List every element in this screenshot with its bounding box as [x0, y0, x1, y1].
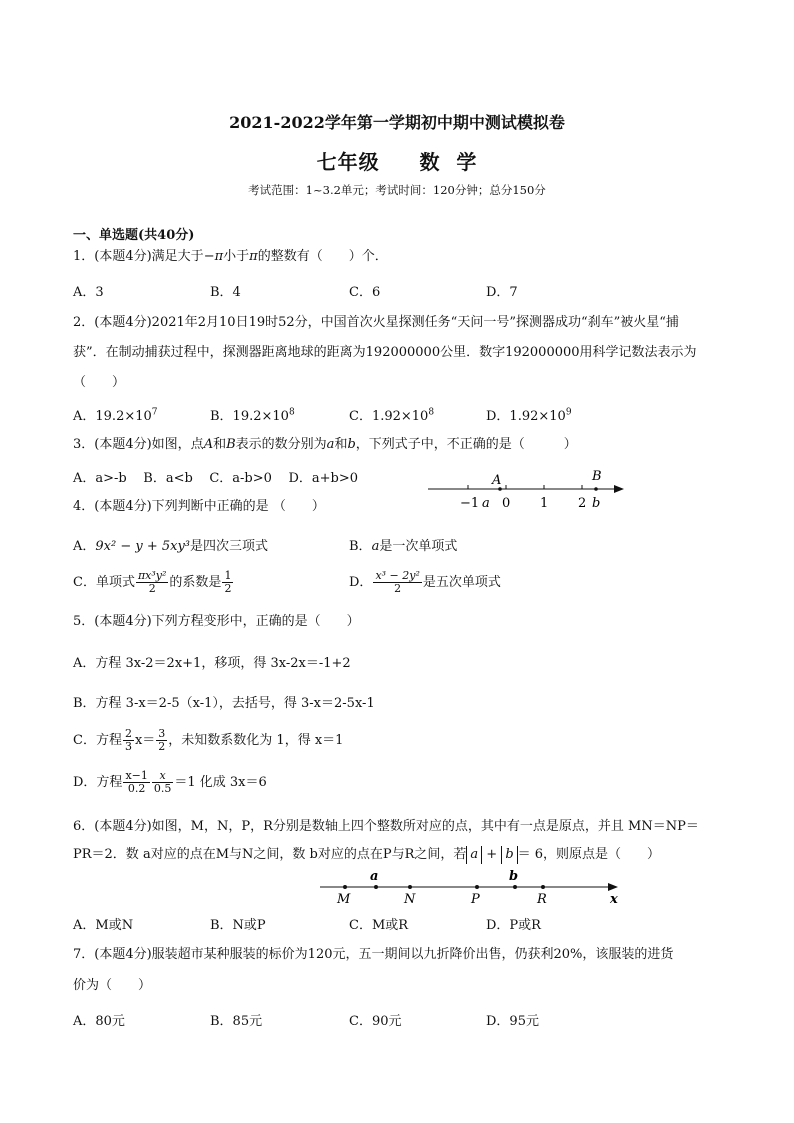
- label-x: x: [610, 892, 618, 907]
- point-b: b: [509, 869, 519, 884]
- q2-option-b: B．$19.2\times 10^8$: [210, 407, 295, 424]
- q7-option-a: A．80元: [73, 1014, 125, 1029]
- q3-number-line: [420, 462, 630, 512]
- q2-line-3: （ ）: [73, 375, 126, 390]
- q1-mid: 小于: [223, 249, 250, 264]
- q2-option-d: D．$1.92\times 10^9$: [486, 407, 572, 424]
- q4-stem: 4．(本题4分)下列判断中正确的是 （ ）: [73, 499, 325, 514]
- q7-option-c: C．90元: [349, 1014, 402, 1029]
- q2-line-2: 获”．在制动捕获过程中，探测器距离地球的距离为192000000公里．数字192000000用科学记数法表示为: [73, 345, 697, 360]
- q4-option-d: D． $\frac{\text{x³ − 2y²}}{2}$ 是五次单项式: [349, 569, 501, 595]
- exam-title: 2021-2022学年第一学期初中期中测试模拟卷: [229, 113, 565, 132]
- label-P: P: [471, 892, 480, 907]
- tick-label-b: b: [592, 496, 601, 511]
- q1-option-c: C．6: [349, 285, 381, 300]
- q1-option-d: D．7: [486, 285, 518, 300]
- q2-line-1: 2．(本题4分)2021年2月10日19时52分，中国首次火星探测任务“天问一号”探测器成功“刹车”被火星“捕: [73, 315, 679, 330]
- label-R: R: [537, 892, 547, 907]
- q6-number-line: [310, 866, 630, 908]
- q1-prefix: 1．(本题4分)满足大于: [73, 249, 204, 264]
- q3-option-c: C．a-b>0: [209, 471, 272, 486]
- arrow-icon: [608, 883, 618, 891]
- q1-option-b: B．4: [210, 285, 241, 300]
- q4-option-b: B．a是一次单项式: [349, 539, 458, 554]
- q3-option-d: D．a+b>0: [288, 471, 359, 486]
- question-3: 3．(本题4分)如图，点A和B表示的数分别为a和b，下列式子中，不正确的是（ ）: [73, 437, 577, 452]
- q6-option-b: B．N或P: [210, 918, 266, 933]
- point-A: A: [492, 473, 502, 488]
- point-a: a: [370, 869, 379, 884]
- q2-option-a: A．$19.2\times 10^7$: [73, 407, 158, 424]
- q5-option-a: A．方程 3x-2＝2x+1，移项，得 3x-2x＝-1+2: [73, 656, 351, 671]
- q7-option-d: D．95元: [486, 1014, 539, 1029]
- q3-option-a: A．a>-b: [73, 471, 127, 486]
- exam-subject: 七年级 数 学: [316, 150, 478, 174]
- point-B: B: [592, 469, 602, 484]
- q7-option-b: B．85元: [210, 1014, 263, 1029]
- q7-line-1: 7．(本题4分)服装超市某种服装的标价为120元，五一期间以九折降价出售，仍获利20%，该服装的进货: [73, 947, 674, 962]
- tick-label-2: 2: [578, 496, 587, 511]
- arrow-icon: [614, 485, 624, 493]
- q4-option-a: A．9x² − y + 5xy³是四次三项式: [73, 539, 269, 554]
- section-title: 一、单选题(共40分): [73, 228, 195, 243]
- label-N: N: [404, 892, 416, 907]
- q2-option-c: C．$1.92\times 10^8$: [349, 407, 435, 424]
- tick-label-a: a: [482, 496, 490, 511]
- q6-option-c: C．M或R: [349, 918, 409, 933]
- tick-label-neg1: −1: [460, 496, 480, 511]
- question-1: 1．(本题4分)满足大于−π小于π的整数有（ ）个．: [73, 249, 388, 264]
- tick-label-1: 1: [540, 496, 549, 511]
- tick-label-0: 0: [502, 496, 511, 511]
- q5-stem: 5．(本题4分)下列方程变形中，正确的是（ ）: [73, 614, 360, 629]
- q3-option-b: B．a<b: [143, 471, 193, 486]
- q5-option-d: D．方程 $\frac{x-1}{0.2}$ $\frac{x}{0.5}$ ＝1 化成 3x＝6: [73, 769, 267, 795]
- q4-option-c: C．单项式 $\frac{\text{πx³y²}}{2}$ 的系数是 $\frac{1}{2}$: [73, 569, 232, 595]
- q3-options: [73, 467, 358, 486]
- q6-line-2: PR＝2．数 a对应的点在M与N之间，数 b对应的点在P与R之间，若 a + b ＝ 6，则原点是（ ）: [73, 847, 661, 862]
- q6-line-1: 6．(本题4分)如图，M，N，P，R分别是数轴上四个整数所对应的点，其中有一点是原点，并且 MN＝NP＝: [73, 819, 699, 834]
- q1-option-a: A．3: [73, 285, 104, 300]
- q1-suffix: 的整数有（ ）个．: [257, 249, 388, 264]
- q5-option-b: B．方程 3-x＝2-5（x-1），去括号，得 3-x＝2-5x-1: [73, 696, 375, 711]
- q7-line-2: 价为（ ）: [73, 978, 152, 993]
- q6-option-a: A．M或N: [73, 918, 134, 933]
- label-M: M: [337, 892, 351, 907]
- exam-info: 考试范围：1~3.2单元；考试时间：120分钟；总分150分: [248, 183, 546, 197]
- q6-option-d: D．P或R: [486, 918, 541, 933]
- q5-option-c: C．方程 $\frac{2}{3}$ x＝ $\frac{3}{2}$ ，未知数系数化为 1，得 x＝1: [73, 727, 344, 753]
